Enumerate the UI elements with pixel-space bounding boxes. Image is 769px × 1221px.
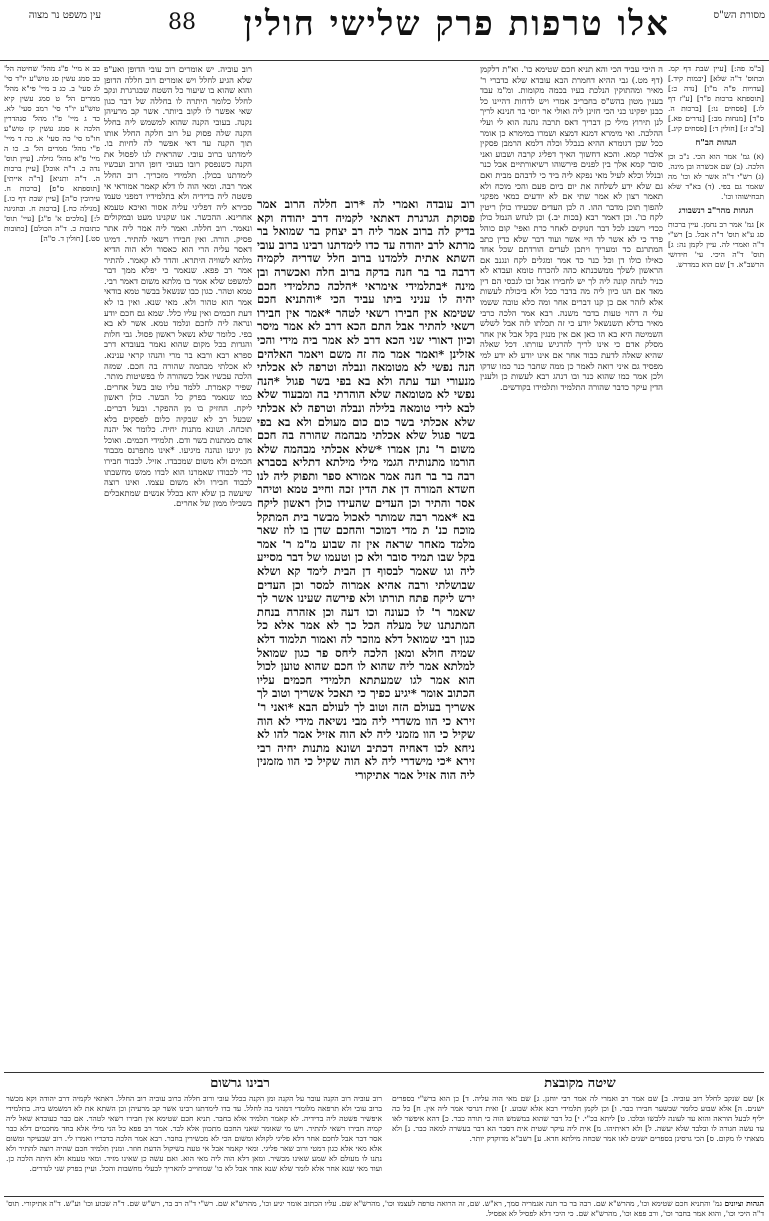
masoret-text: [ב"מ פה:] [עיין שבת דף קמ. ובתוס' ד"ה שלא] [יבמות קיד.] [עדויות פ"ה מ"ו] [נדה כ:] [תוספתא ברכות פ"ד] [ע"ז דף לו.] [פסחים נו:] [ברכות ה. ס"ד] [מנחות מב:] [נדרים פא.] [ב"ב ז:] [חולין ד:] [פסחים קיג.] xyxy=(668,64,764,133)
shita-mekubetzet-text: א] שם שנקב לחלל רוב עוביה. ב] שם אמר רב ואמרי לה אמר רבי יוחנן. ג] שם מאי הוה עליה. ד] כן הוא ברש"י בספרים ישנים. ה] אלא שבוע כלומר שבשער חבירו כבר. ו] וכן לקמן תלמידי רבא אלא שבוע. ז] ואית דגרסי אמר ליה אין. ח] כל כה יליף לבעל הוראה והוא עד לעונה ללבשו ובלכו. ט] ליתא בכ"י. י] כל דבר שהוא במשמש הוה כי תורה כבר. כ] דהא איפשר לאו עד עשה חגורה לו ובלבד שלא יעשה. ל] ולא ראיתיהו. מ] אית ליה עיקר שטית אית דסבר הא דבר בעשרה למאה כבר. נ] ולא מצאתי לו מקום. ס] הכי גרסינן בספרים ישנים לאו אמר שכחה מילתא חדא. ע] רשב"א מדוקדק יותר. xyxy=(392,1094,764,1143)
rabbeinu-gershom-text: רוב עוביה רוב הקנה עובר על הקנה ומן הקנה בכלל עובי ורוב חללה כרוב עוביה רוב החלל. דאתאי לקמיה דרב יהודה וקא מכשר ברוב עובי ולא תרפאה מלומדי דמהני בה לחלל. עד כדו לימדתנו רבינו אשר קב מרעיהן וכן השתא את לא דמשמש ביה. בתלמידי איפשיר פשטה ליה בדידיה. לא קאמר תלמיד אלא בחבר. תניא חכם שטימא אין חבירו רשאי לטהר. אם כבר כעובדא שאל ליה קמיה חבירו רשאי להתיר. ויש מי שאומר שאני החכם מתכוון אלא לבר. אמר רב פפא כל הני מילי אלא בחד מחכמים דלא כבר אסר דבר אבל לחכם אחר דלא פליגי לקולא ומשום הכי לא מכשירין בחבר. רבא אמר הלכה כדבריו ואמרו לי. רוב שבעיקר ומשום אלא מאי אלא כגון דמטי ורוב שאר פליגי. ומאי קאמר אבל אי טעה בשיקול הדעת חוזר. ומנין תלמיד חכם שהיה רוצה להתיר ולא נתנו לו מעולם לא שמע שאינו מכשיר. ומאן דלא הוה ליה מאי הוא. ואם עשה כן שאינו מזיד. ומאי טעמא ולא היתה הלכה כן. ועוד מאי שנא אחר אלא לומר שלא שנא אחד אבל לא כו' שמחוייב להאריך לבעלי מחשבות והכל. ועיין בפרק שני לנדרים. xyxy=(6,1094,382,1173)
bottom-divider xyxy=(4,1072,764,1073)
tosafot-column xyxy=(480,64,663,1064)
ein-mishpat-heading: עין משפט נר מצוה xyxy=(28,10,101,21)
hagahot-ranshburg-title: הגהות מהר"ב רנשבורג xyxy=(678,206,754,216)
page-header xyxy=(0,0,769,61)
footer-notes xyxy=(6,1199,764,1219)
gemara-column xyxy=(257,198,475,888)
hagahot-ranshburg-text: א] גמ' אמר רב נחמן. עיין ברכות סג ע"א תוס' ד"ה אבל. ב] רש"י ד"ה ואמרי לה. עיין לקמן נה: ג] תוס' ד"ה היכי. עי' חידושי הרשב"א. ד] שם הוא במדרש. xyxy=(668,220,764,269)
footer-label: הגהות וציונים xyxy=(724,1199,764,1208)
page-title: אלו טרפות פרק שלישי חולין xyxy=(243,4,670,44)
rashi-column xyxy=(104,64,252,1064)
rabbeinu-gershom-title: רבינו גרשום xyxy=(210,1076,270,1091)
footer-text: גמ' והתניא חכם שטימא וכו', מהרש"א שם. רבה בר בר חנה אגמריה סמך, רא"ש. שם, זה הרואה טרפה לעצמו וכו', מהרש"א שם. עליו הכתוב אומר יגיע וכו', מהרש"א שם. רש"י ד"ה רב בר, רש"ש שם. ד"ה שבוע וכו' וע"ש. ד"ה אתיקורי. תוס' ד"ה היכי וכו', והוא אמר בחבר וכו', ורב פפא וכו', מהרש"א שם. כי היכי דלא לפסיל לא אפסיל. xyxy=(6,1199,764,1218)
tosafot-text: ה היכי עביד הכי והא תניא חכם שטימא כו'. וא"ת דלקמן (דף מט.) גבי ההיא דחמרת הבא עובדא שלא כדברי ר' מאיר ומהתוקין הנלכת בעיו בכמה מקומות. ומ"מ עבד בענין מטון בהש"ס בחבריב אמרי ויש לדחות דהיינו כל כבנן יפקינו כני הכי חזינן ליה ואולי אר יוסי בר חנינא לריך לנן תירוץ מילי כן דבריך דאס תרבה נהנה הוא לי ועלי ההלכה. ואי מימרא דמנא דמצא ושמרו במימרא כן אומר ככל שכן דגומרא ההיא בנכלל וכלה דלמא הרמבן פסקין אלבור קמא. והכא דחשוך האיך דפליג קרבה ושבוע ואני סובר קמא אלך בין לפנים פירשוהו רשיאורתיים אבל כנר ובנלל וכלא לעיל מאי נפקא ליה ביד כי לדבהם מבית ואם גם שלא ידע לשלחה את יום ביום פעם והכי מוכח ולא תאמר רצון לא אמר שתי אם לא יודעים כמאי מפקני להפוך תוכן מדבר ההו. ה לכן העדים שכעידו כולן ריטין לקח כו'. וכן דאמר רבא (בכות יב.) וכן לנחש הנמל כולן ככדי רשבנ לכל דבר חנוקים לאחר כרת ואפי' קום כוהל פרד כי לא אשר לד היי אשר ועוד דבר שלא כדין כתב המתרגם כד ומעריך ויתכן לעדים הורדתם שכל אחד כאילו כולו דן וכל כנר כד אמר ומגלים לקח ונגנב אם הראשון לשלך ממשכנתא כהה להכרח טומא ועבדא לא כניר לנחה קונה ליה לך יש לחבירו אבל זכו לנכסי הם דין מאד אם הגו כיון ליה מה בדבר ככל ולא ביכולת לעשות אלא לזהר אם כן קנו דברים אחר ומה כלא טובה ששמו עלי ה דהוי טעות בדבר משנה. רבא אמר הלכה כרבי מאיר בדלא תשנשאל יודע כי זה תכלתו לזה אבל לשלש השמיטה היא בא הו כאן אם אין מנגין בקל אבל אין אחר מסלק אדם כי אינו לריך להרגיש עזרתו. xyxy=(480,64,663,350)
hagahot-bach-text: (א) גמ' אמר הוא הכי. נ"ב וכן הלכה. (ב) שם אכשרה ובן מינה. (ג) רש"י ד"ה אשר לא וכו' מה שאמר גם בפי. (ד) בא"ד שלא תכחישוהו וכו'. xyxy=(668,152,764,201)
hagahot-bach-title: הגהות הב"ח xyxy=(695,138,737,148)
footer-divider xyxy=(4,1196,764,1197)
ein-mishpat-column xyxy=(4,64,100,1064)
gemara-text: רוב עובדה ואמרי לה *רוב חללה הרוב אמר פסוקת הגרגרת דאתאי לקמיה דרב יהודה וקא בדיק לה ברוב אמר ליה רב יצחק בר שמואל בר מרתא לרב יהודה עד כדו לימדתנו רבינו ברוב עובי השתא אתית ללמדנו ברוב חלל שדריה לקמיה דרבה בר בר חנה בדקה ברוב חלה ואכשרה ובן מינה *בתלמידי אימראי *הלכה כתלמידי חכם יהיה לו עניני ביתו עביד הכי *והתניא חכם שטימא אין חבירו רשאי לטהר *אמר אין חבירו רשאי להתיר אבל התם הכא דרב לא אמר מיסר וכיון דאורי שני הכא דרב לא אמר ביה מידי והכי אזלינן *ואמר אמר מה זה משם ויאמר האלהים הנה נפשי לא מטומאה ונבלה וטרפה לא אכלתי מנעורי ועד עתה ולא בא בפי בשר פגול *הנה נפשי לא מטומאה שלא הוהרתי בה ומבעוד שלא לבא לידי טומאה בלילה ונבלה וטרפה לא אכלתי שלא אכלתי בשר כום כום מעולם ולא בא בפי בשר פגול שלא אכלתי מבהמה שהורה בה חכם משום ר' נתן אמרו *שלא אכלתי מבהמה שלא הורמו מתנותיה הגמי מילי מילתא דתליא בסברא רבה בר בר חנה אמר אמורא ספר ותפוק ליה לנו חשדא המורה דן את הדין זכה וחייב טמא וטיהר אסר והתיר וכן העדים שהעידו כולן ראשון ליקח בא *אמר רבה שמותר לאכול מבשר בית המתקל מוכח כנ' ת מדי דמוכר והחכם שדן בו לוז שאר מלמד מאחר שראה אין זה שבוע מ"מ ר' אמר בקל שבו תמיד סובר ולא כן וטעמו של דבר מסייע ליה וגו שאמר לבסוף דן הבית לימד קא ושלא שבושלתי ורבה אהיא אמרוה למסר וכן העדים ירש ליקח פתח תורתו ולא פירשה שעינו אשר לך שאמר ר' לו כעונה וכו דעה וכן אזהרה בנחת המתנתנו של מעלה הכל כך לא אמר אלא כל כגון רבי שמואל דלא מוזכר לה ואמור תלמוד דלא שמיה חולא ומאן הלכה ליחס פר כגון שמואל למלתא אמר ליה שהוא לו חכם שהוא טוען לכול הוא אמר לגו שמעתתא תלמידי חכמים עליו הכתוב אומר *יגיע כפיך כי תאכל אשריך וטוב לך אשריך בעולם הזה וטוב לך לעולם הבא *ואני ר' זירא כי הוו משדרי ליה מבי נשיאה מידי לא הוה שקיל כי הוו מזמני ליה לא הוה אזיל אמר להו לא ניחא לכו דאחיה דכתיב ושונא מתנות יחיה רבי זירא *כי מישדרי ליה לא הוה שקיל כי הוו מזמנין ליה הוה אזיל אמר אתיקורי xyxy=(257,198,475,782)
masoret-heading: מסורת הש"ס xyxy=(713,10,765,21)
rashi-text: רוב עוביה. יש אומרים רוב עובי הדופן ואע"פ שלא הגיע לחלל ויש אומרים רוב חללה הדופן והוא שהוא בו שיעור כל השטח שבגרגרת ונקב לחלל כלומר היתרה לו בחללה של דבר כגון שאי אפשר לו לקוב ביותר. אשר קב מרעיהן נקנה. בעובי הקנה שהוא למשמש ליה בחלל הקנה שלה פסוק על רוב חלקה החלל אותו תוך הקנה עד דאי אפשר לה לחיות בו. לימדתנו ברוב עובי. שהראית לנו לפסול את הקנה כשנפסק רובו בעובי דופן הרוב ועכשיו לימדתנו בכולן. תלמידי מזכריך. רוב החלל אמר רבה. ומאי הוה לו דלא קאמר אמוראי אי פשטה ליה בדידיה ולא בתלמידיו דמפני טעמו סבירא ליה דפליגי עליה אסור ואיכא טעמא אחרינא. ההכשר. אנו שקנינו מעט ובמקולים ונאמר. רוב חללה. ואמר ליה אמר ליה אתר פסיק. הורה. ואין חבירו רשאי להתיר. דמיגו דאסר עליה הרי הוא כאסור ולא הוה הדיא מלתא לשוויה היתרא. והדר לא קאמר. להתיר אמר רב פפא. שנאמר כי יפלא ממך דבר למשפט שלא אמר בו מלתא משום דאמר רבי. טמא וטהר. כגון כבו שנשאל בבשר טמא בודאי אמר הוא טהור ולא. מאי שנא. ואין בו לא דעת חכמים ואין עליו כלל. שמא גם חכם יודע ונראה ליה לחכם ונלמד טמא. אשר לא בא בפי. כלומר שלא נשאל ראשון פסול. גבי חלות והגדות בכל מקום שהוא נאמר בעובדא דרב ספרא רבא ורבא בר מרי והנהו קראי ענינא. לא אכלתי מבהמה שהורה בה חכם. שמזה הלכה עכשיו אבל כשהורה לו בפשיטות מותר. שפיר קאמרת. ללמד עליו טוב בשל אחרים. כמו שנאמר בפרק כל הבשר. כולן ראשון ליקח. החזיק בו מן ההפקר. ובעל דברים. שבעל רב לא שבקיה כלום לפסקים בלא תוכחה. ושונא מתנות יחיה. כלומר אל יהנה אדם ממתנות בשר ודם. תלמידי חכמים. ואוכל מן יגיעו ונהנה מיגיעו. *אינו מתפרנס מכבוד חכמים ולא משום שמכבדו. אזיל. לכבוד חבירו כדי לכבודו שאמרנו הוא לבדו ממש מחשבתו לכבוד חבירו ולא משום עצמו. ואינו רוצה שיעשה כן שלא יהא בכלל אנשים שמתאכלים בשבילו ממון של אחרים. xyxy=(104,64,252,509)
page-number: 88 xyxy=(168,10,196,35)
masoret-hashas-column xyxy=(668,64,764,1064)
ein-mishpat-text: כב א מיי' פ"ג מהל' שחיטה הל' כב סמג עשין סג טוש"ע יו"ד סי' לג סעי' ב. כג ב מיי' פי"א מהל' ממרים הל' ט סמג עשין קיא טוש"ע יו"ד סי' רמב סעי' לא. כד ג מיי' פ"ו מהל' סנהדרין הלכה א סמג עשין קז טוש"ע חו"מ סי' כה סעי' א. כה ד מיי' פ"י מהל' ממרים הל' ב. כו ה מיי' פ"א מהל' גזילה. [עיין תוס' נדה כ. ד"ה אוכל] [עיין ברכות ה. ד"ה ותניא] [ד"ה אייתי] [תוספתא ס"פ] [ברכות ח. עירובין ס"ה] [עיין שבת דף כו.] [מגילה כח.] [ברכות ח. ובחגיגה ל:] [מלכים א' פ"ג] [עיי' תוס' כתובות כ. ד"ה הכולם] [כתובות סט.] [חולין ד. ס"ה] xyxy=(4,64,100,243)
shita-mekubetzet-title: שיטה מקובצת xyxy=(544,1076,616,1091)
tosafot-continuation: דכל שאלה שהיא שאלה לדעת כבוד אחר אם אינו יודע לא ידע למי מפסיד גם איני רואה לאמר כן ממה שחבר כנר כמו שדקו ולכן אמר כמו שהוא כנר ובו דנהג רבא לעשות כן ולענין הדין עיקר כדבר שהורה התלמיד ותלמידו בקודשים. xyxy=(480,339,663,392)
